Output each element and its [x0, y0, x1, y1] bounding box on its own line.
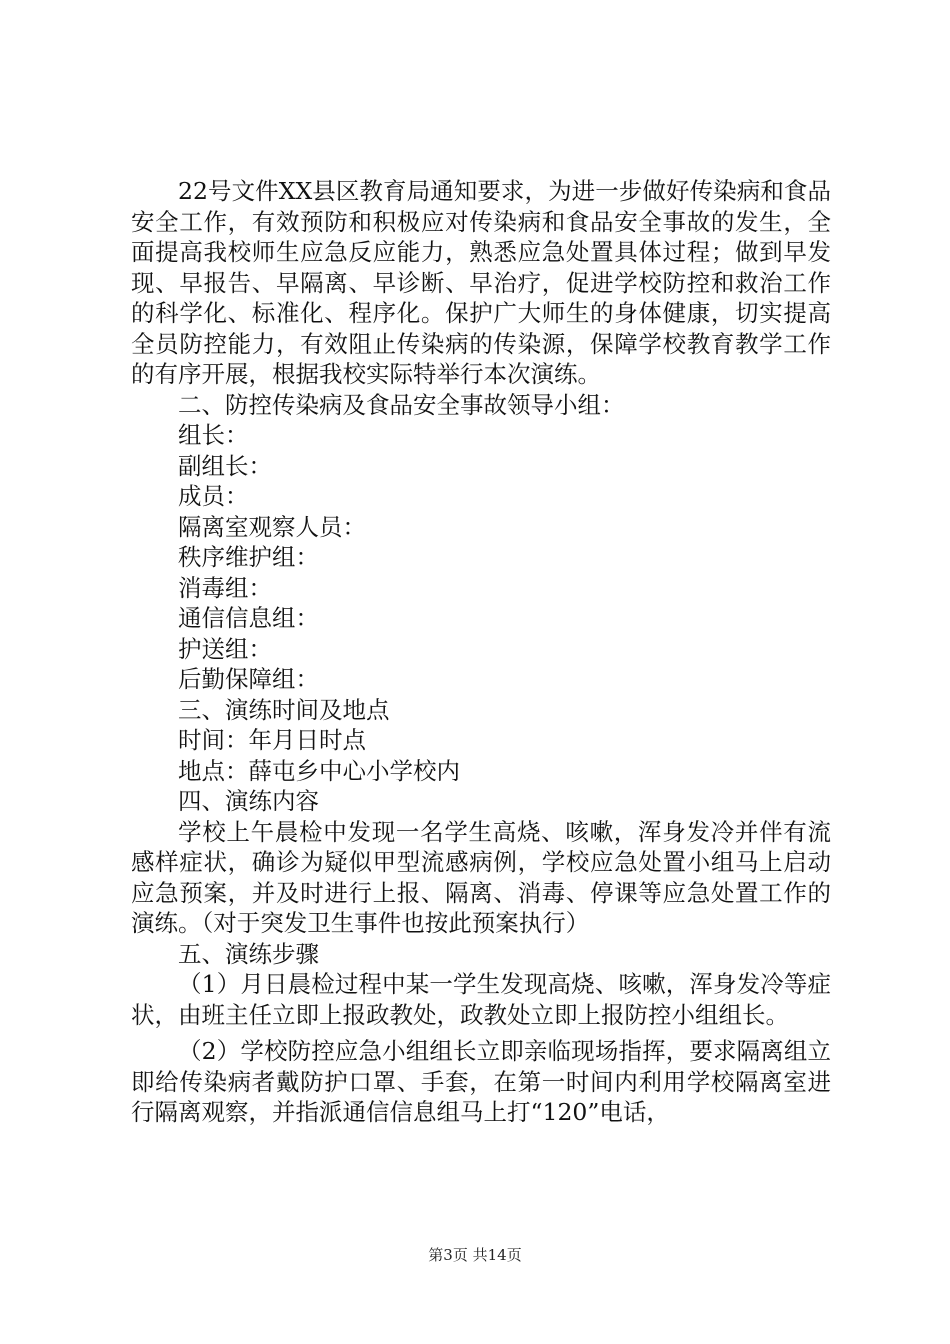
role-order-group: 秩序维护组：	[178, 543, 319, 571]
section-heading-steps: 五、演练步骤	[178, 939, 319, 968]
content-paragraph: 学校上午晨检中发现一名学生高烧、咳嗽，浑身发冷并伴有流感样症状，确诊为疑似甲型流感病例，学校应急处置小组马上启动应急预案，并及时进行上报、隔离、消毒、停课等应急处置工作的演练。（对于突发卫生事件也按此预案执行）	[131, 817, 831, 937]
place-line: 地点：薛屯乡中心小学校内	[178, 756, 460, 785]
role-escort-group: 护送组：	[178, 634, 272, 663]
step-2-paragraph: （2）学校防控应急小组组长立即亲临现场指挥，要求隔离组立即给传染病者戴防护口罩、手套，在第一时间内利用学校隔离室进行隔离观察，并指派通信信息组马上打“120”电话，	[131, 1037, 831, 1126]
role-isolation-observer: 隔离室观察人员：	[178, 512, 366, 541]
section-heading-content: 四、演练内容	[178, 787, 319, 815]
role-communication-group: 通信信息组：	[178, 604, 319, 632]
role-leader: 组长：	[178, 421, 249, 449]
section-heading-leadership: 二、防控传染病及食品安全事故领导小组：	[178, 390, 625, 419]
role-deputy-leader: 副组长：	[178, 451, 272, 480]
step-1-paragraph: （1）月日晨检过程中某一学生发现高烧、咳嗽，浑身发冷等症状，由班主任立即上报政教处，政教处立即上报防控小组组长。	[131, 970, 831, 1029]
page-footer: 第3页 共14页	[428, 1246, 522, 1264]
document-body	[131, 176, 831, 1128]
intro-paragraph: 22号文件XX县区教育局通知要求，为进一步做好传染病和食品安全工作，有效预防和积极应对传染病和食品安全事故的发生，全面提高我校师生应急反应能力，熟悉应急处置具体过程；做到早发现、早报告、早隔离、早诊断、早治疗，促进学校防控和救治工作的科学化、标准化、程序化。保护广大师生的身体健康，切实提高全员防控能力，有效阻止传染病的传染源，保障学校教育教学工作的有序开展，根据我校实际特举行本次演练。	[131, 177, 831, 388]
role-members: 成员：	[178, 482, 249, 510]
role-logistics-group: 后勤保障组：	[178, 665, 319, 693]
role-disinfection-group: 消毒组：	[178, 573, 272, 602]
section-heading-time-place: 三、演练时间及地点	[178, 695, 390, 724]
time-line: 时间：年月日时点	[178, 726, 366, 754]
